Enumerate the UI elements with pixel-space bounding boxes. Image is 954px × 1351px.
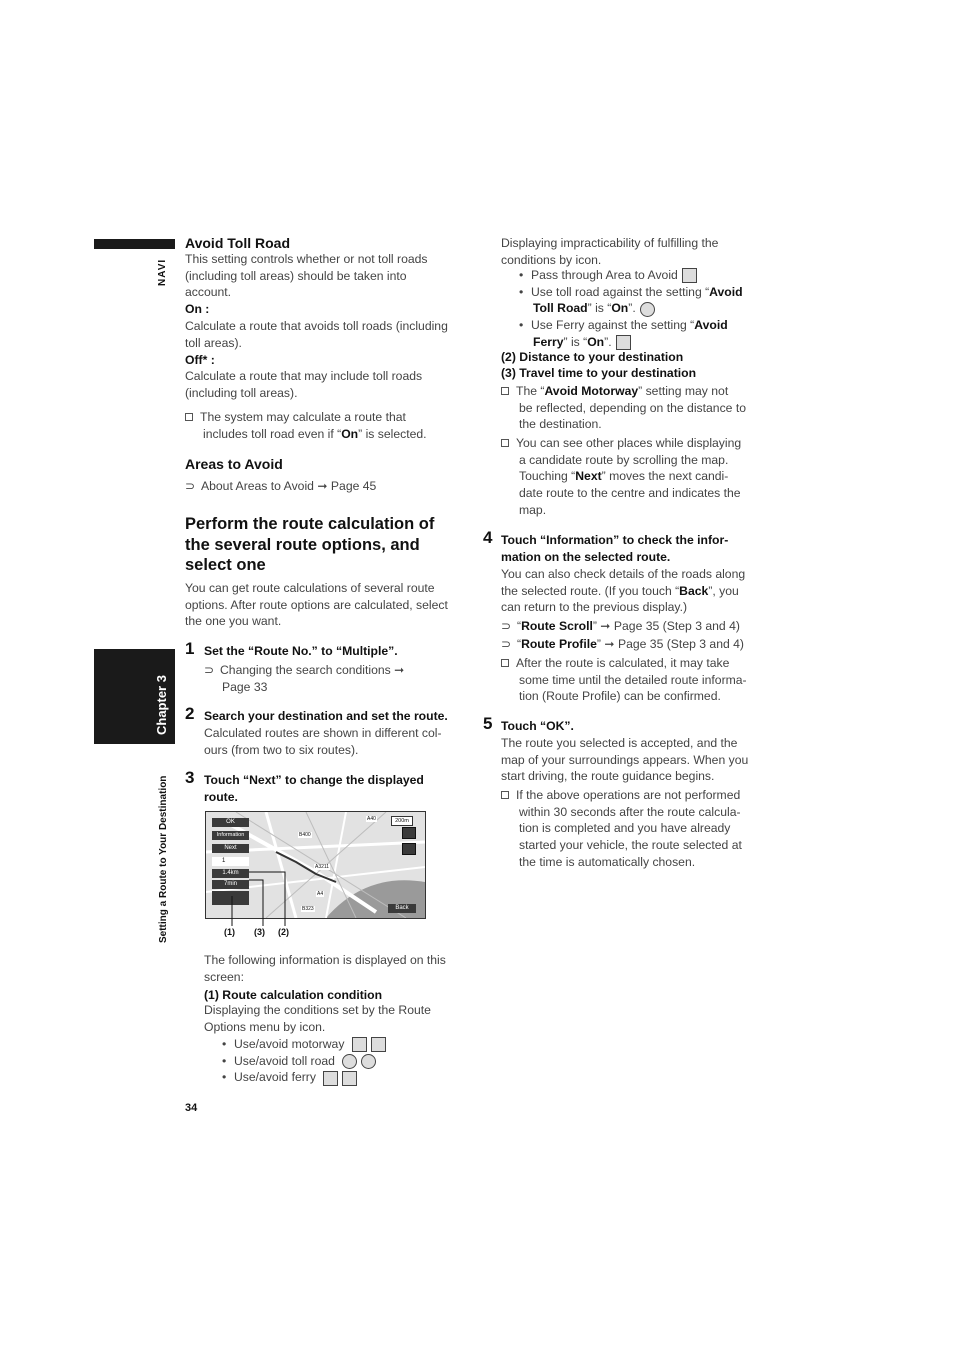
text-fragment: Avoid xyxy=(709,284,743,299)
list-item-continued xyxy=(519,334,743,351)
text-line: within 30 seconds after the route calcula- xyxy=(519,804,741,819)
text-fragment: ” ➞ Page 35 (Step 3 and 4) xyxy=(596,637,744,652)
text-fragment: “ xyxy=(517,619,522,633)
text-fragment: Avoid xyxy=(694,318,728,333)
text-line: mation on the selected route. xyxy=(501,549,671,564)
section-intro xyxy=(185,580,448,630)
compass-icon xyxy=(402,827,416,839)
scale-readout: 200m xyxy=(391,816,413,826)
step-5-note xyxy=(501,787,742,871)
text-fragment: includes toll road even if “ xyxy=(203,426,342,441)
text-line: tion (Route Profile) can be confirmed. xyxy=(519,689,721,704)
text-line: (including toll areas) should be taken into xyxy=(185,268,407,283)
text-fragment: ” is “ xyxy=(587,301,612,316)
text-line: Calculate a route that may include toll roads xyxy=(185,369,423,383)
distance-heading: (2) Distance to your destination xyxy=(501,350,684,364)
text-line: the several route options, and xyxy=(185,535,420,554)
text-fragment: On xyxy=(341,426,359,441)
back-button[interactable]: Back xyxy=(388,904,416,913)
text-fragment: the selected route. (If you touch “ xyxy=(501,583,680,598)
text-line: Calculate a route that avoids toll roads (including xyxy=(185,319,448,333)
text-line: conditions by icon. xyxy=(501,252,602,267)
text-line: The route you selected is accepted, and the xyxy=(501,736,738,750)
text-fragment: ” ➞ Page 35 (Step 3 and 4) xyxy=(592,619,740,633)
step-2-title: Search your destination and set the route. xyxy=(204,709,448,723)
motorway-icon xyxy=(352,1037,367,1052)
text-fragment: Back xyxy=(679,583,709,598)
text-fragment: Ferry xyxy=(533,334,564,349)
text-fragment: ” moves the next candi- xyxy=(601,469,729,484)
text-fragment: The “ xyxy=(516,384,545,398)
text-fragment: You can see other places while displaying xyxy=(516,436,742,450)
text-fragment: On xyxy=(611,301,629,316)
ok-button[interactable]: OK xyxy=(212,818,249,827)
text-fragment: On xyxy=(587,334,605,349)
next-button[interactable]: Next xyxy=(212,844,249,853)
text-fragment: ” setting may not xyxy=(638,384,729,398)
text-fragment: Route Scroll xyxy=(521,619,593,633)
note-mark-icon xyxy=(501,439,509,447)
text-fragment: Avoid Motorway xyxy=(544,384,639,398)
off-option-label: Off* : xyxy=(185,353,215,367)
text-line: tion is completed and you have already xyxy=(519,821,731,836)
route-condition-list xyxy=(222,1036,386,1086)
distance-readout: 1.4km xyxy=(212,869,249,878)
road-label: B323 xyxy=(302,906,314,912)
text-line: the time is automatically chosen. xyxy=(519,854,696,869)
road-label: B400 xyxy=(299,832,311,838)
step-4-refs xyxy=(501,618,744,653)
step-4-text xyxy=(501,566,745,616)
time-readout: 7min xyxy=(212,880,249,889)
text-line: You can get route calculations of several route xyxy=(185,581,435,595)
avoid-ferry-icon xyxy=(342,1071,357,1086)
reference-arrow-icon: ⊃ xyxy=(185,479,196,493)
text-line: toll areas). xyxy=(185,335,242,350)
list-item: • Use/avoid motorway xyxy=(222,1036,386,1053)
page-number: 34 xyxy=(185,1102,198,1114)
text-fragment: Toll Road xyxy=(533,301,588,316)
section-title xyxy=(185,514,434,576)
text-fragment: ” is selected. xyxy=(358,426,427,441)
navi-label: NAVI xyxy=(157,258,168,286)
step-5-text xyxy=(501,735,748,785)
list-item: • Use/avoid toll road xyxy=(222,1053,386,1070)
text-fragment: ”, you xyxy=(708,583,739,598)
text-fragment: After the route is calculated, it may take xyxy=(516,656,730,670)
step-3-title xyxy=(204,772,424,805)
road-label: A40 xyxy=(367,816,376,822)
text-line: options. After route options are calculated, select xyxy=(185,597,448,612)
text-fragment: Changing the search conditions ➞ xyxy=(220,663,405,677)
route-condition-heading: (1) Route calculation condition xyxy=(204,988,383,1002)
step-4-title xyxy=(501,532,728,565)
text-fragment: Next xyxy=(575,469,602,484)
text-line: be reflected, depending on the distance to xyxy=(519,400,746,415)
scroll-note xyxy=(501,435,741,519)
navi-tab-bar xyxy=(94,239,175,249)
list-item: • Use toll road against the setting “Avoid xyxy=(519,284,743,299)
text-fragment: Use/avoid motorway xyxy=(234,1037,345,1051)
toll-note xyxy=(185,409,427,442)
road-label: A3211 xyxy=(315,864,330,870)
avoid-toll-intro xyxy=(185,251,428,301)
information-button[interactable]: Information xyxy=(212,831,249,840)
step-1-title: Set the “Route No.” to “Multiple”. xyxy=(204,644,398,658)
text-fragment: About Areas to Avoid ➞ Page 45 xyxy=(201,479,377,493)
text-line: the destination. xyxy=(519,417,602,432)
text-line: This setting controls whether or not toll roads xyxy=(185,252,428,266)
reference-arrow-icon: ⊃ xyxy=(501,637,512,652)
step-2-text xyxy=(204,725,442,758)
on-option-label: On : xyxy=(185,302,210,316)
callout-lines xyxy=(205,860,305,930)
text-line: start driving, the route guidance begins. xyxy=(501,769,715,784)
areas-ref xyxy=(185,478,376,495)
toll-road-icon xyxy=(640,302,655,317)
callout-1: (1) xyxy=(224,927,235,937)
motorway-note xyxy=(501,383,746,433)
text-line: Options menu by icon. xyxy=(204,1019,326,1034)
text-line: started your vehicle, the route selected at xyxy=(519,838,742,853)
on-option-text xyxy=(185,318,448,351)
text-line: some time until the detailed route informa- xyxy=(519,672,747,687)
avoid-motorway-icon xyxy=(371,1037,386,1052)
text-line: You can also check details of the roads along xyxy=(501,567,746,581)
step-3-number: 3 xyxy=(185,768,195,787)
step-1-number: 1 xyxy=(185,639,195,658)
text-line: screen: xyxy=(204,969,244,984)
text-line: Displaying the conditions set by the Route xyxy=(204,1003,431,1017)
text-line: Page 33 xyxy=(222,679,268,694)
step-4-note xyxy=(501,655,747,705)
right-intro xyxy=(501,235,718,268)
ferry-icon xyxy=(323,1071,338,1086)
impracticability-list xyxy=(519,267,743,351)
list-item: • Pass through Area to Avoid xyxy=(519,267,743,284)
note-mark-icon xyxy=(185,413,193,421)
reference-arrow-icon: ⊃ xyxy=(501,619,512,633)
area-to-avoid-icon xyxy=(682,268,697,283)
callout-2: (2) xyxy=(278,927,289,937)
text-line: map of your surroundings appears. When you xyxy=(501,752,749,767)
text-fragment: “ xyxy=(517,637,522,652)
avoid-toll-road-icon xyxy=(361,1054,376,1069)
text-fragment: Route Profile xyxy=(521,637,597,652)
list-item-continued xyxy=(519,300,743,317)
note-mark-icon xyxy=(501,659,509,667)
text-fragment: Use/avoid ferry xyxy=(234,1070,316,1085)
text-fragment: If the above operations are not performed xyxy=(516,788,741,802)
note-mark-icon xyxy=(501,387,509,395)
zoom-icon[interactable] xyxy=(402,843,416,855)
step-4-number: 4 xyxy=(483,528,493,547)
ferry-icon xyxy=(616,335,631,350)
text-fragment: Use toll road against the setting “ xyxy=(531,284,710,299)
section-label: Setting a Route to Your Destination xyxy=(158,775,169,943)
text-fragment: Use/avoid toll road xyxy=(234,1053,335,1068)
text-fragment: Use Ferry against the setting “ xyxy=(531,318,695,333)
text-line: a candidate route by scrolling the map. xyxy=(519,452,729,467)
text-fragment: Touching “ xyxy=(519,469,576,484)
avoid-toll-heading: Avoid Toll Road xyxy=(185,235,290,251)
text-line: Touch “Next” to change the displayed xyxy=(204,773,424,787)
text-line: date route to the centre and indicates the xyxy=(519,486,741,501)
text-fragment: ” is “ xyxy=(563,334,588,349)
off-option-text xyxy=(185,368,422,401)
text-line: The system may calculate a route that xyxy=(200,410,406,424)
callout-3: (3) xyxy=(254,927,265,937)
step-5-title: Touch “OK”. xyxy=(501,719,574,733)
step-5-number: 5 xyxy=(483,714,493,733)
text-line: map. xyxy=(519,502,547,517)
text-line: Calculated routes are shown in different col- xyxy=(204,726,442,740)
step-2-number: 2 xyxy=(185,704,195,723)
text-line: The following information is displayed on this xyxy=(204,953,446,967)
road-label: A4 xyxy=(317,891,324,897)
text-line: Touch “Information” to check the infor- xyxy=(501,533,729,547)
areas-heading: Areas to Avoid xyxy=(185,456,283,472)
text-line: (including toll areas). xyxy=(185,385,298,400)
text-line: Displaying impracticability of fulfilling the xyxy=(501,236,719,250)
text-fragment: ”. xyxy=(628,301,636,316)
time-heading: (3) Travel time to your destination xyxy=(501,366,697,380)
text-line: select one xyxy=(185,556,266,574)
text-fragment: Pass through Area to Avoid xyxy=(531,268,678,282)
route-number: 1 xyxy=(212,857,249,866)
list-item: • Use Ferry against the setting “Avoid xyxy=(519,318,728,333)
toll-road-icon xyxy=(342,1054,357,1069)
note-mark-icon xyxy=(501,791,509,799)
chapter-label: Chapter 3 xyxy=(154,675,169,735)
text-line: the one you want. xyxy=(185,614,282,629)
step-1-ref xyxy=(204,662,404,695)
reference-arrow-icon: ⊃ xyxy=(204,663,215,677)
text-line: ours (from two to six routes). xyxy=(204,742,359,757)
text-line: Perform the route calculation of xyxy=(185,515,435,533)
text-line: can return to the previous display.) xyxy=(501,600,688,615)
following-text xyxy=(204,952,446,985)
text-line: account. xyxy=(185,285,232,300)
list-item: • Use/avoid ferry xyxy=(222,1069,386,1086)
text-line: route. xyxy=(204,789,238,804)
route-condition-text xyxy=(204,1002,431,1035)
text-fragment: ”. xyxy=(604,334,612,349)
